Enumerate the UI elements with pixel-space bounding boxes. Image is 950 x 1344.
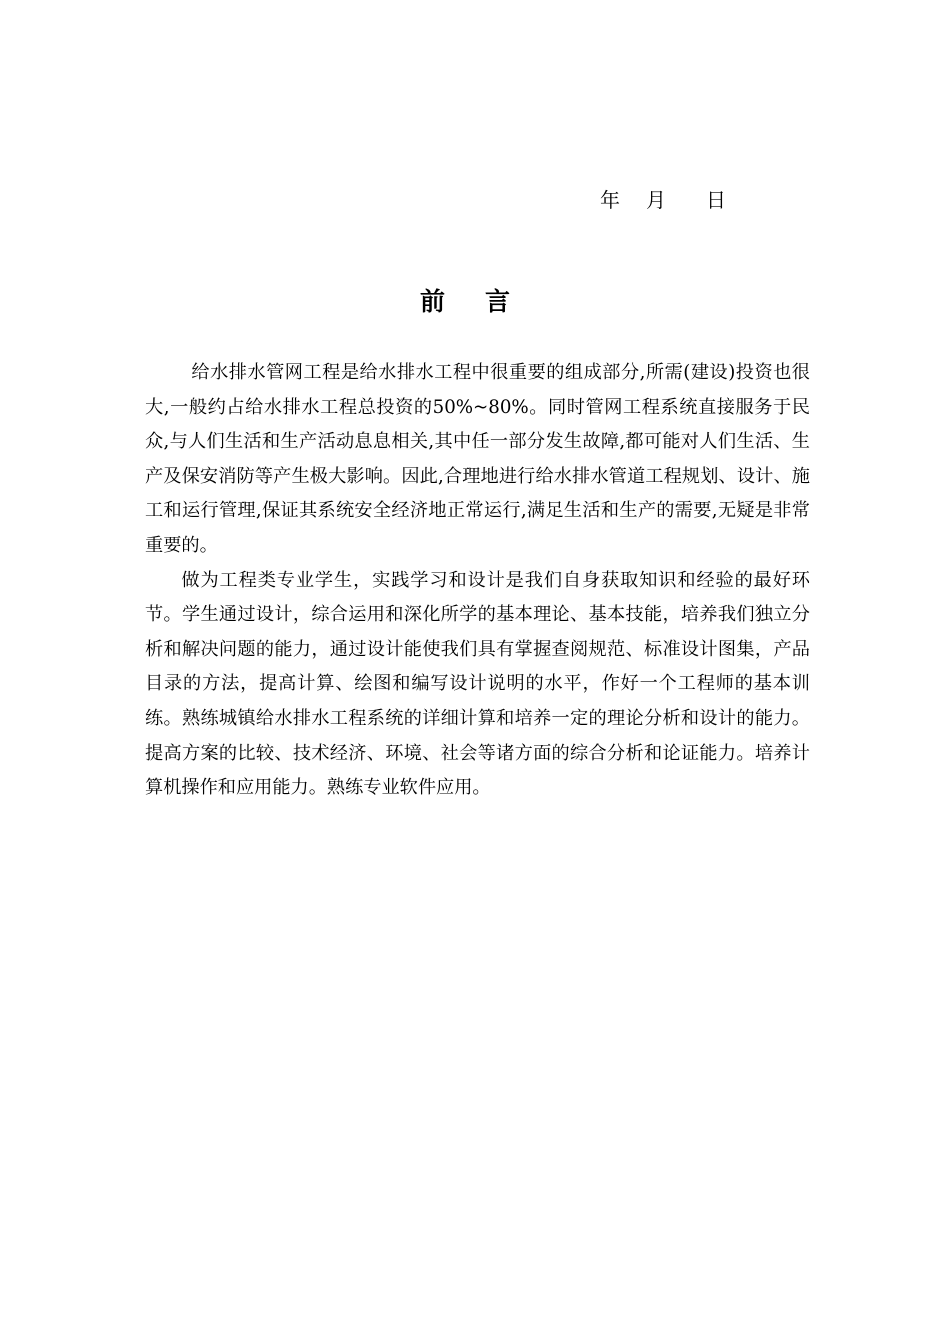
date-line [600, 186, 726, 214]
paragraph-purpose: 做为工程类专业学生，实践学习和设计是我们自身获取知识和经验的最好环节。学生通过设计，综合运用和深化所学的基本理论、基本技能，培养我们独立分析和解决问题的能力，通过设计能使我们具有掌握查阅规范、标准设计图集，产品目录的方法，提高计算、绘图和编写设计说明的水平，作好一个工程师的基本训练。熟练城镇给水排水工程系统的详细计算和培养一定的理论分析和设计的能力。提高方案的比较、技术经济、环境、社会等诸方面的综合分析和论证能力。培养计算机操作和应用能力。熟练专业软件应用。 [145, 569, 810, 799]
date-year-label: 年 [600, 188, 620, 212]
date-month-label: 月 [646, 188, 666, 212]
paragraph-intro: 给水排水管网工程是给水排水工程中很重要的组成部分,所需(建设)投资也很大,一般约占给水排水工程总投资的50%~80%。同时管网工程系统直接服务于民众,与人们生活和生产活动息息相关,其中任一部分发生故障,都可能对人们生活、生产及保安消防等产生极大影响。因此,合理地进行给水排水管道工程规划、设计、施工和运行管理,保证其系统安全经济地正常运行,满足生活和生产的需要,无疑是非常重要的。 [145, 362, 810, 556]
page-title: 前言 [419, 287, 550, 316]
body-text [145, 356, 810, 806]
date-day-label: 日 [706, 188, 726, 212]
